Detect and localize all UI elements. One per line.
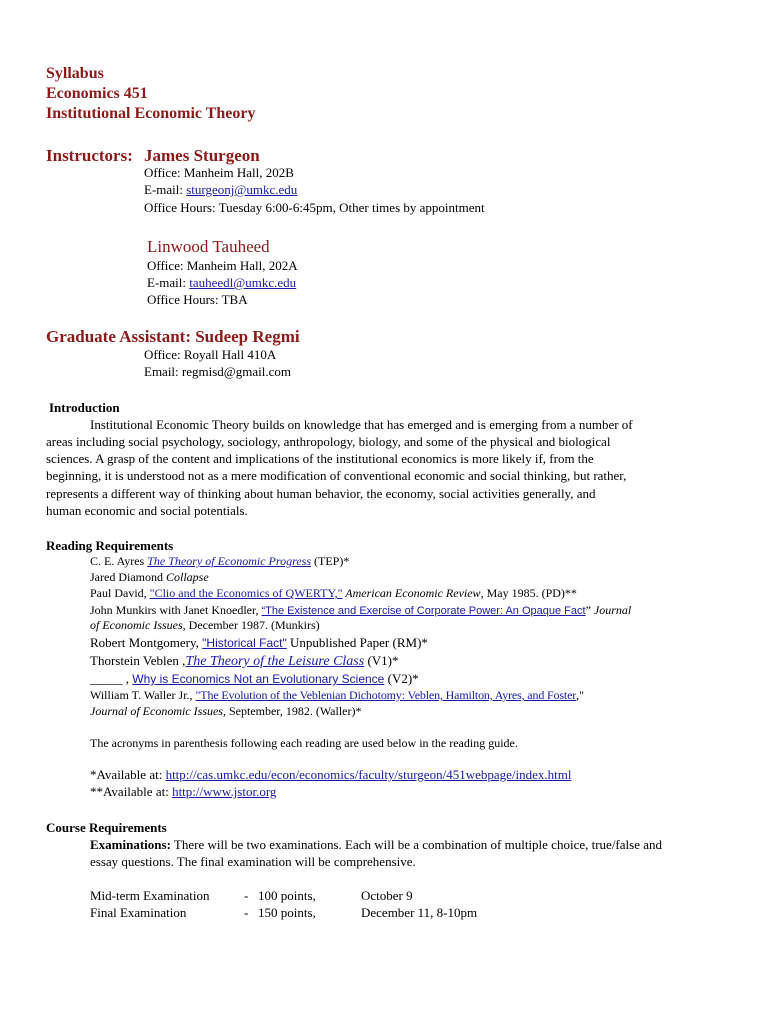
reading-suffix: September, 1982. (Waller)* bbox=[225, 704, 362, 718]
reading-blank: _____ , bbox=[90, 671, 133, 686]
reading-item bbox=[90, 687, 584, 704]
reading-item bbox=[90, 634, 428, 652]
reading-suffix: , December 1987. (Munkirs) bbox=[182, 618, 320, 632]
reading-journal: of Economic Issues bbox=[90, 618, 183, 632]
availability-link-umkc[interactable]: http://cas.umkc.edu/econ/economics/faculty/sturgeon/451webpage/index.html bbox=[165, 767, 572, 782]
availability-link-jstor[interactable]: http://www.jstor.org bbox=[172, 784, 277, 799]
reading-link-pd[interactable]: "Clio and the Economics of QWERTY," bbox=[149, 586, 343, 600]
reading-link-munkirs[interactable]: “The Existence and Exercise of Corporate Power: An Opaque Fact bbox=[261, 605, 586, 617]
intro-line: beginning, it is understood not as a mere modification of conventional economic and social thinking, but rather, bbox=[46, 468, 627, 483]
email-link-tauheed[interactable]: tauheedl@umkc.edu bbox=[189, 275, 297, 290]
intro-line: human economic and social potentials. bbox=[46, 503, 248, 518]
reading-author: Paul David, bbox=[90, 586, 150, 600]
exam-date: December 11, 8-10pm bbox=[361, 905, 478, 920]
assistant-email: Email: regmisd@gmail.com bbox=[144, 364, 291, 379]
course-title: Institutional Economic Theory bbox=[46, 105, 256, 122]
instructor-office: Office: Manheim Hall, 202A bbox=[147, 258, 298, 273]
reading-link-rm[interactable]: "Historical Fact" bbox=[202, 636, 287, 650]
exam-date: October 9 bbox=[361, 888, 413, 903]
reading-item-cont bbox=[90, 617, 320, 634]
instructor-email-row bbox=[144, 181, 297, 198]
assistant-label: Graduate Assistant: Sudeep Regmi bbox=[46, 327, 300, 346]
reading-suffix: (V1)* bbox=[364, 653, 399, 668]
intro-line: represents a different way of thinking about human behavior, the economy, social activities generally, and bbox=[46, 486, 596, 501]
doc-label: Syllabus bbox=[46, 65, 104, 82]
reading-author: C. E. Ayres bbox=[90, 554, 148, 568]
reading-item bbox=[90, 585, 577, 602]
reading-item bbox=[90, 569, 209, 586]
email-link-sturgeon[interactable]: sturgeonj@umkc.edu bbox=[186, 182, 298, 197]
exam-text: There will be two examinations. Each will be a combination of multiple choice, true/false and bbox=[170, 837, 662, 852]
reading-quote: ” bbox=[585, 603, 594, 617]
introduction-heading: Introduction bbox=[49, 400, 120, 415]
instructor-hours: Office Hours: Tuesday 6:00-6:45pm, Other times by appointment bbox=[144, 200, 485, 215]
email-label: E-mail: bbox=[144, 182, 187, 197]
exam-points: 150 points, bbox=[258, 905, 316, 920]
acronyms-note: The acronyms in parenthesis following each reading are used below in the reading guide. bbox=[90, 736, 518, 750]
course-number: Economics 451 bbox=[46, 85, 148, 102]
intro-line: sciences. A grasp of the content and implications of the institutional economics is more likely if, from the bbox=[46, 451, 594, 466]
reading-link-v1[interactable]: The Theory of the Leisure Class bbox=[185, 654, 365, 669]
instructor-name-sturgeon: James Sturgeon bbox=[144, 146, 260, 165]
exam-name: Final Examination bbox=[90, 905, 187, 920]
reading-link-tep[interactable]: The Theory of Economic Progress bbox=[147, 554, 311, 568]
exam-dash: - bbox=[244, 888, 249, 903]
instructor-office: Office: Manheim Hall, 202B bbox=[144, 165, 294, 180]
instructor-name-tauheed: Linwood Tauheed bbox=[147, 237, 270, 256]
course-heading: Course Requirements bbox=[46, 820, 167, 835]
intro-line: areas including social psychology, sociology, anthropology, biology, and some of the physical and biological bbox=[46, 434, 611, 449]
instructors-label: Instructors: bbox=[46, 146, 133, 165]
exam-points: 100 points, bbox=[258, 888, 316, 903]
reading-author: Thorstein Veblen , bbox=[90, 653, 186, 668]
reading-journal: American Economic Review bbox=[342, 586, 481, 600]
reading-item bbox=[90, 652, 399, 670]
exam-line: essay questions. The final examination will be comprehensive. bbox=[90, 854, 416, 869]
intro-line: Institutional Economic Theory builds on knowledge that has emerged and is emerging from a number of bbox=[90, 417, 633, 432]
reading-suffix: (TEP)* bbox=[311, 554, 350, 568]
email-label: E-mail: bbox=[147, 275, 190, 290]
availability-label: **Available at: bbox=[90, 784, 173, 799]
reading-author: John Munkirs with Janet Knoedler, bbox=[90, 603, 262, 617]
assistant-office: Office: Royall Hall 410A bbox=[144, 347, 277, 362]
reading-link-waller[interactable]: "The Evolution of the Veblenian Dichotomy: Veblen, Hamilton, Ayres, and Foster bbox=[195, 688, 577, 702]
reading-author: Robert Montgomery, bbox=[90, 635, 203, 650]
instructor-email-row bbox=[147, 274, 296, 291]
exam-dash: - bbox=[244, 905, 249, 920]
reading-suffix: (V2)* bbox=[384, 671, 419, 686]
reading-suffix: Unpublished Paper (RM)* bbox=[286, 635, 428, 650]
exam-row bbox=[90, 887, 750, 904]
reading-journal: Journal of Economic Issues, bbox=[90, 704, 226, 718]
exam-line bbox=[90, 836, 662, 853]
exam-label: Examinations: bbox=[90, 837, 171, 852]
reading-suffix: , May 1985. (PD)** bbox=[480, 586, 577, 600]
reading-item bbox=[90, 553, 349, 570]
reading-author: William T. Waller Jr., bbox=[90, 688, 196, 702]
reading-author: Jared Diamond bbox=[90, 570, 166, 584]
instructor-hours: Office Hours: TBA bbox=[147, 292, 248, 307]
reading-item-cont bbox=[90, 703, 362, 720]
availability-row bbox=[90, 783, 276, 800]
reading-quote: ," bbox=[576, 688, 585, 702]
reading-title: Collapse bbox=[165, 570, 209, 584]
reading-journal: Journal bbox=[593, 603, 632, 617]
reading-heading: Reading Requirements bbox=[46, 538, 174, 553]
availability-row bbox=[90, 766, 571, 783]
exam-name: Mid-term Examination bbox=[90, 888, 210, 903]
reading-item bbox=[90, 670, 419, 688]
reading-link-v2[interactable]: Why is Economics Not an Evolutionary Science bbox=[132, 672, 385, 686]
exam-row bbox=[90, 904, 750, 921]
availability-label: *Available at: bbox=[90, 767, 166, 782]
